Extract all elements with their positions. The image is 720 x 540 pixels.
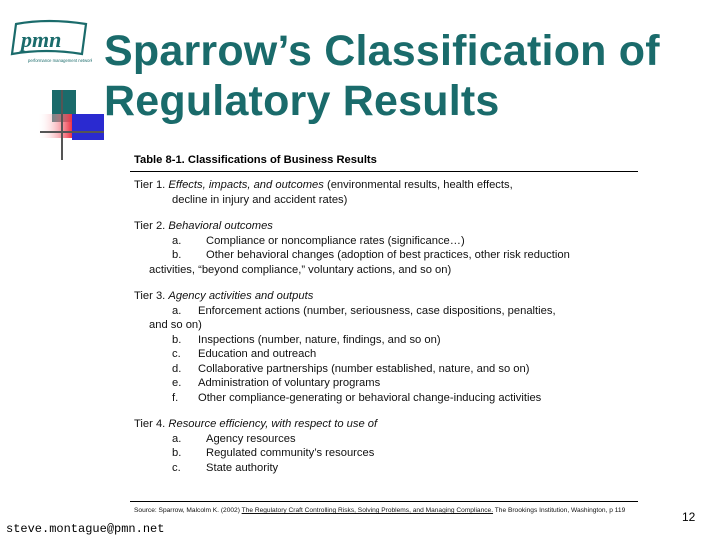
pmn-logo-mark: [8, 18, 92, 68]
source-citation: [134, 506, 634, 516]
tier-3-heading: Agency activities and outputs: [168, 290, 314, 302]
tier-3: [134, 289, 634, 405]
title-line-1: Sparrow’s Classification of: [104, 27, 660, 75]
tier-2: [134, 219, 634, 277]
logo-caption: performance management network: [28, 58, 92, 63]
slide-title: [104, 26, 714, 126]
tier-4-item-a: a. Agency resources: [172, 432, 296, 445]
table-top-rule: [130, 171, 638, 172]
tier-2-heading: Behavioral outcomes: [168, 220, 273, 232]
tier-1-continuation: decline in injury and accident rates): [172, 193, 348, 206]
tier-4-item-b: b. Regulated community’s resources: [172, 447, 375, 459]
tier-1-number: Tier 1.: [134, 179, 166, 191]
footer-email: steve.montague@pmn.net: [6, 522, 165, 536]
tier-1-detail: (environmental results, health effects,: [323, 179, 513, 191]
pmn-logo: [8, 18, 92, 68]
tier-3-item-f: f. Other compliance-generating or behavioral change-inducing activities: [172, 391, 542, 404]
tier-4-number: Tier 4.: [134, 418, 166, 430]
tier-2-item-a: a. Compliance or noncompliance rates (significance…): [172, 234, 465, 247]
tier-3-item-e: e. Administration of voluntary programs: [172, 377, 381, 389]
decorative-blocks: [38, 90, 104, 160]
logo-text: pmn: [21, 27, 62, 52]
table-title: Table 8-1. Classifications of Business Results: [134, 154, 377, 166]
decorative-blocks-graphic: [38, 90, 104, 160]
tier-2-number: Tier 2.: [134, 220, 166, 232]
source-book-title: The Regulatory Craft Controlling Risks, Solving Problems, and Managing Compliance.: [241, 507, 494, 514]
tier-4-heading: Resource efficiency, with respect to use of: [168, 418, 378, 430]
tier-1-heading: Effects, impacts, and outcomes: [168, 179, 324, 191]
tier-3-item-a: a. Enforcement actions (number, seriousness, case dispositions, penalties,: [172, 304, 556, 317]
tier-3-continuation: and so on): [149, 319, 202, 331]
tier-3-item-b: b. Inspections (number, nature, findings, and so on): [172, 333, 441, 346]
tier-2-continuation: activities, “beyond compliance,” voluntary actions, and so on): [149, 263, 452, 276]
tier-4: [134, 417, 634, 475]
classification-table: [134, 178, 634, 487]
table-bottom-rule: [130, 501, 638, 502]
tier-1: [134, 178, 634, 207]
source-prefix: Source: Sparrow, Malcolm K. (2002): [134, 507, 242, 514]
tier-3-item-d: d. Collaborative partnerships (number established, nature, and so on): [172, 362, 530, 375]
page-number: 12: [682, 510, 696, 524]
tier-3-item-c: c. Education and outreach: [172, 348, 317, 360]
tier-2-item-b: b. Other behavioral changes (adoption of best practices, other risk reduction: [172, 249, 570, 261]
tier-4-item-c: c. State authority: [172, 461, 279, 474]
tier-3-number: Tier 3.: [134, 290, 166, 302]
source-suffix: The Brookings Institution, Washington, p 119: [493, 507, 626, 514]
title-line-2: Regulatory Results: [104, 77, 500, 125]
